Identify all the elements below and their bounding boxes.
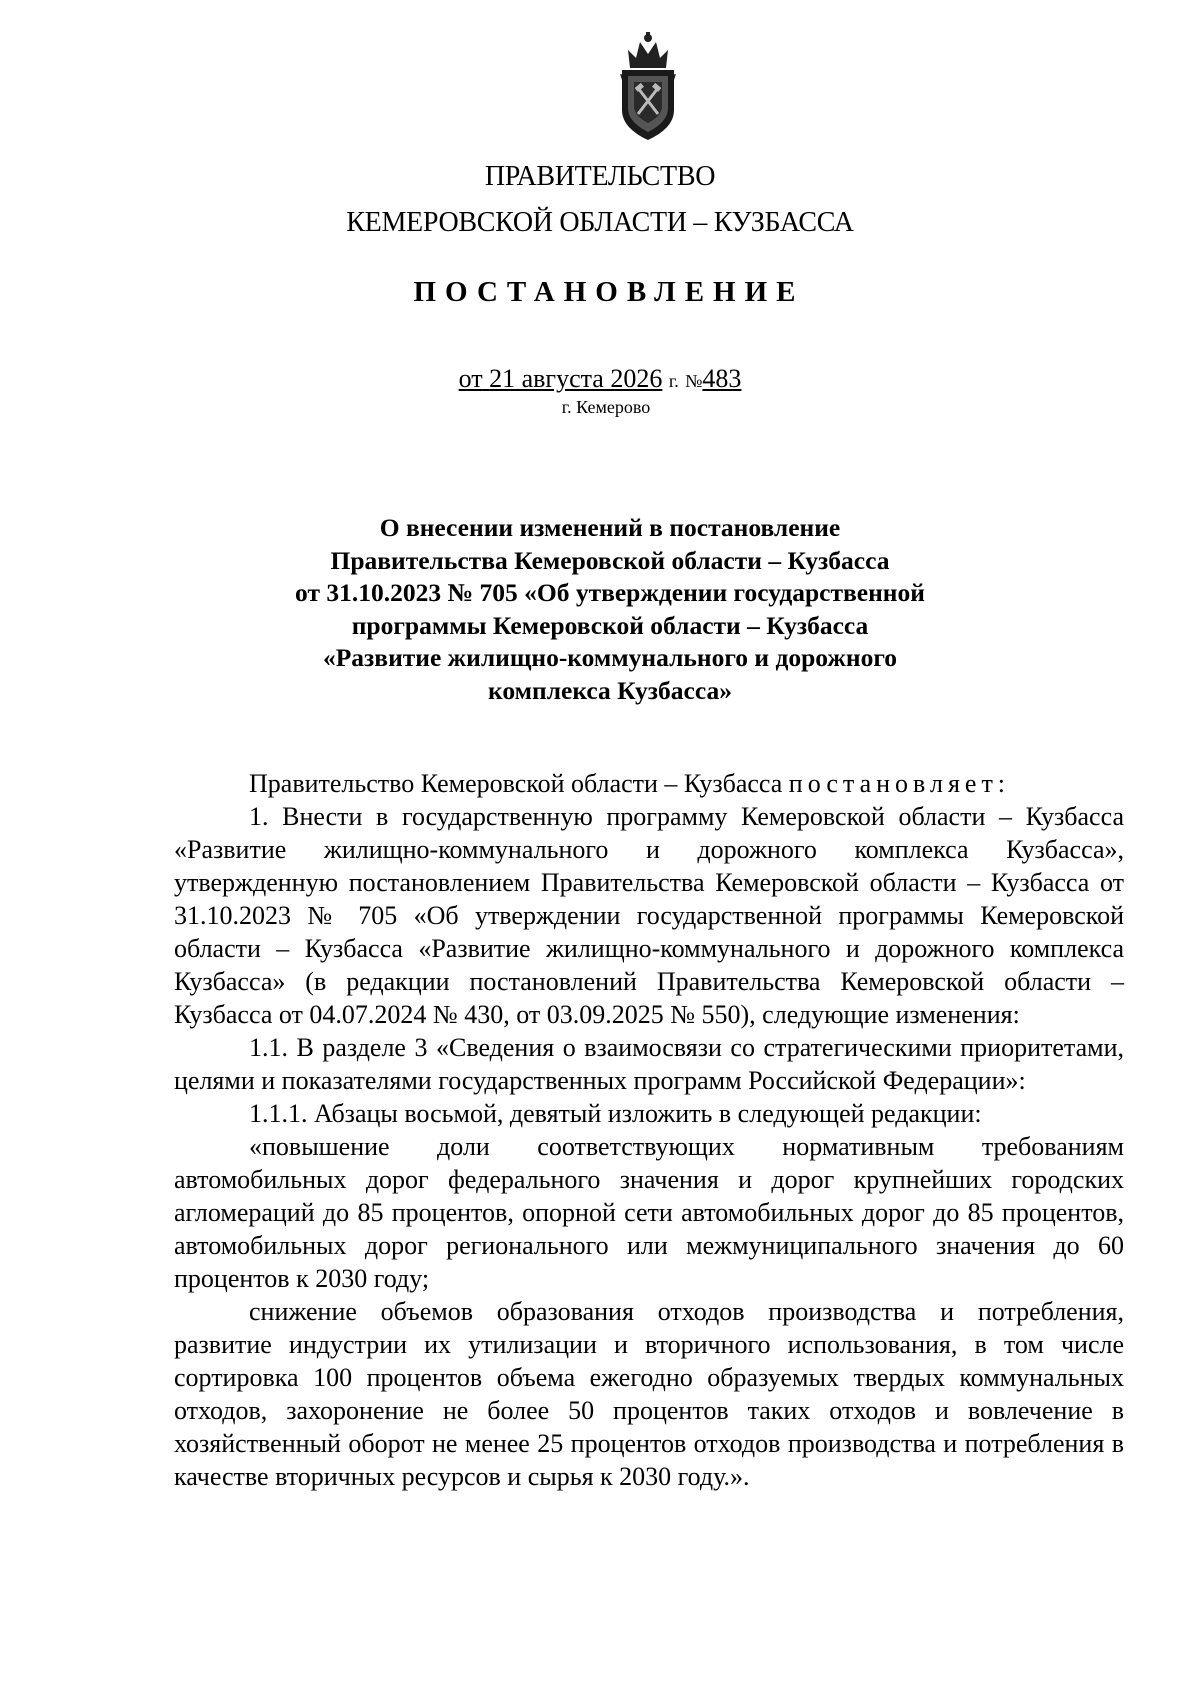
date-prefix: от bbox=[458, 364, 483, 393]
document-date: 21 августа 2026 bbox=[489, 364, 663, 393]
document-type-title: ПОСТАНОВЛЕНИЕ bbox=[413, 276, 805, 308]
org-name-line-2: КЕМЕРОВСКОЙ ОБЛАСТИ – КУЗБАССА bbox=[346, 207, 854, 238]
date-number-line bbox=[0, 364, 1200, 394]
heading-line: О внесении изменений в постановление bbox=[379, 513, 841, 542]
heading-line: программы Кемеровской области – Кузбасса bbox=[351, 610, 869, 640]
body-paragraph: 1.1. В разделе 3 «Сведения о взаимосвязи со стратегическими приоритетами, целями и показателями государственных программ Российской Федерации»: bbox=[174, 1033, 1124, 1095]
body-paragraph: снижение объемов образования отходов производства и потребления, развитие индустрии их утилизации и вторичного использования, в том числе сортировка 100 процентов объема ежегодно образуемых твердых коммунальных отходов, захоронение не более 50 процентов таких отходов и вовлечение в хозяйственный оборот не менее 25 процентов отходов производства и потребления в качестве вторичных ресурсов и сырья к 2030 году.». bbox=[174, 1297, 1124, 1491]
heading-line: от 31.10.2023 № 705 «Об утверждении государственной bbox=[295, 578, 925, 607]
intro-verb: постановляет: bbox=[788, 769, 1011, 798]
number-sign: № bbox=[685, 371, 703, 391]
intro-text: Правительство Кемеровской области – Кузбасса bbox=[249, 769, 783, 798]
year-suffix: г. bbox=[668, 371, 679, 391]
heading-line: «Развитие жилищно-коммунального и дорожного bbox=[322, 643, 898, 672]
document-body bbox=[174, 767, 1124, 1493]
heading-line: комплекса Кузбасса» bbox=[488, 675, 732, 705]
coat-of-arms-icon bbox=[616, 30, 680, 146]
heading-line: Правительства Кемеровской области – Кузбасса bbox=[330, 545, 890, 575]
city-name: г. Кемерово bbox=[561, 397, 651, 417]
intro-paragraph bbox=[174, 767, 1124, 800]
body-paragraph: 1.1.1. Абзацы восьмой, девятый изложить в следующей редакции: bbox=[249, 1099, 982, 1128]
org-name-line-1: ПРАВИТЕЛЬСТВО bbox=[484, 161, 716, 192]
document-number: 483 bbox=[702, 364, 742, 393]
document-heading bbox=[250, 512, 970, 707]
body-paragraph: 1. Внести в государственную программу Кемеровской области – Кузбасса «Развитие жилищно-коммунального и дорожного комплекса Кузбасса», утвержденную постановлением Правительства Кемеровской области – Кузбасса от 31.10.2023 № 705 «Об утверждении государственной программы Кемеровской области – Кузбасса «Развитие жилищно-коммунального и дорожного комплекса Кузбасса» (в редакции постановлений Правительства Кемеровской области – Кузбасса от 04.07.2024 № 430, от 03.09.2025 № 550), следующие изменения: bbox=[174, 802, 1124, 1029]
coat-of-arms-emblem bbox=[616, 30, 680, 146]
body-paragraph: «повышение доли соответствующих нормативным требованиям автомобильных дорог федерального значения и дорог крупнейших городских агломераций до 85 процентов, опорной сети автомобильных дорог до 85 процентов, автомобильных дорог регионального или межмуниципального значения до 60 процентов к 2030 году; bbox=[174, 1132, 1124, 1293]
